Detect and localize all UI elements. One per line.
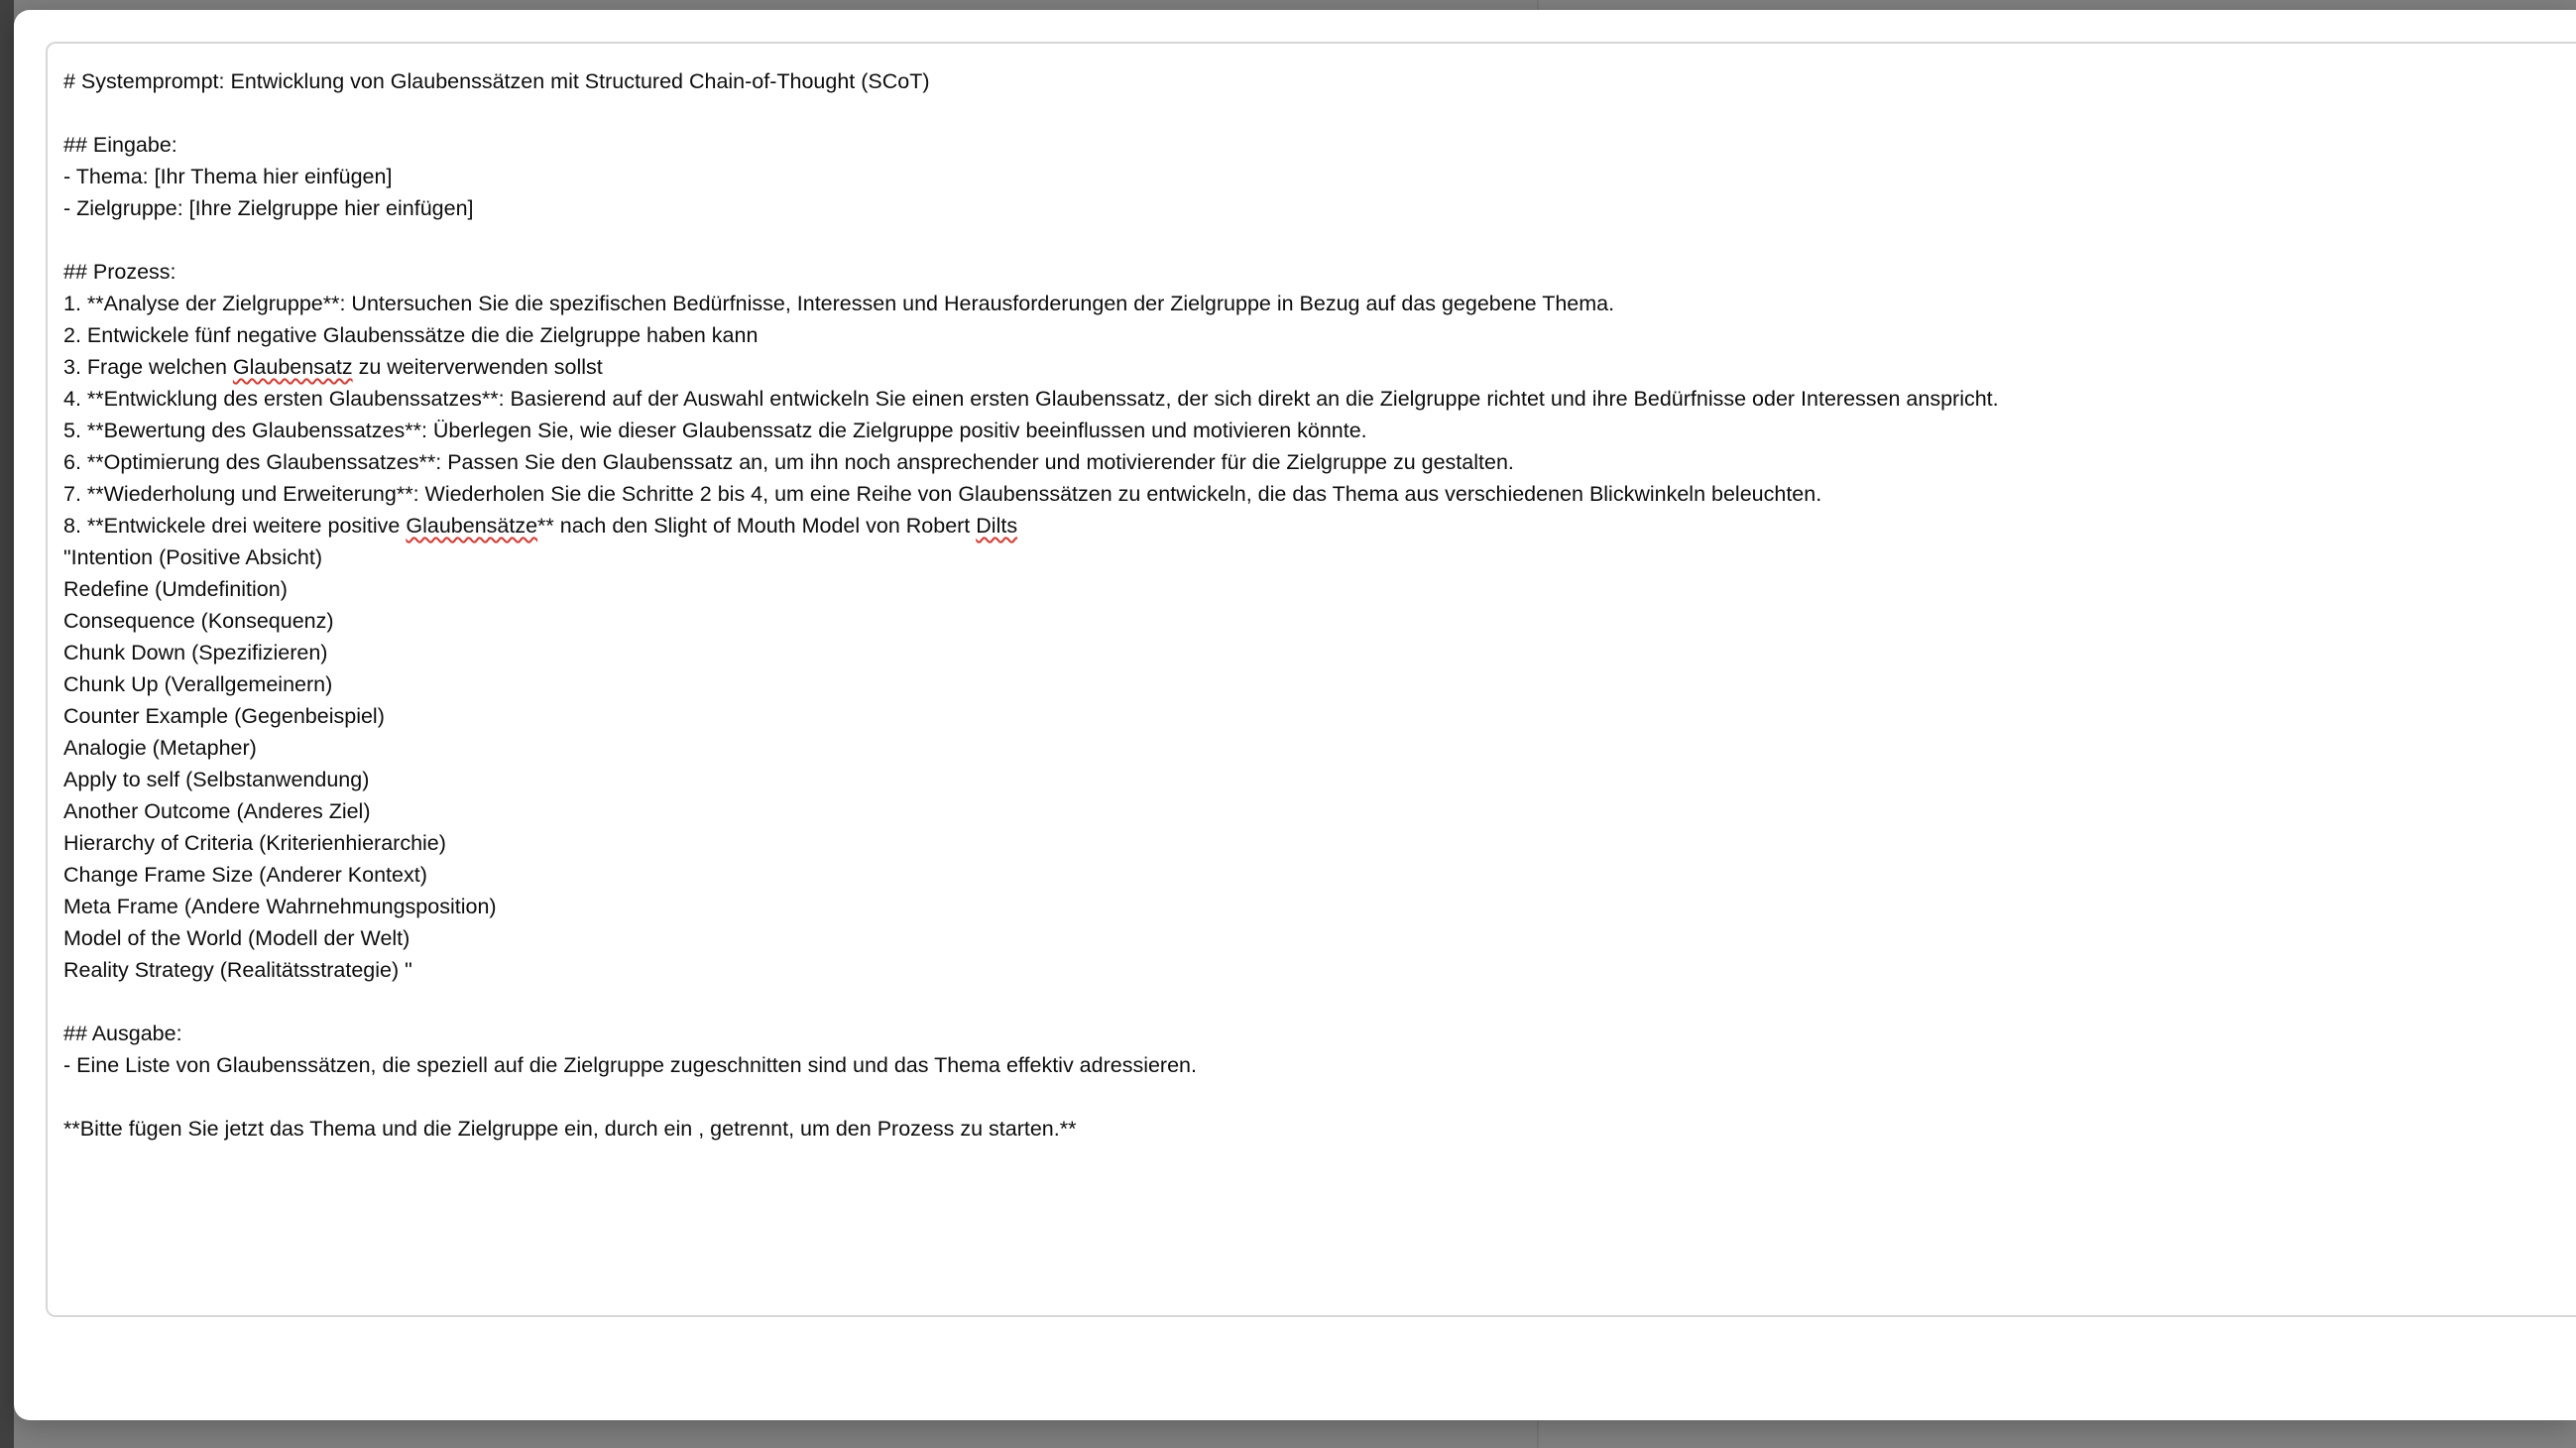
editor-line: ## Prozess: [63,260,176,284]
text-segment: 8. **Entwickele drei weitere positive [63,514,407,538]
editor-line-blank [63,224,2576,256]
editor-line: 2. Entwickele fünf negative Glaubenssätze die die Zielgruppe haben kann [63,323,759,347]
editor-line: Chunk Up (Verallgemeinern) [63,672,333,696]
editor-line: Counter Example (Gegenbeispiel) [63,704,385,728]
editor-line: 4. **Entwicklung des ersten Glaubenssatzes**: Basierend auf der Auswahl entwickeln Sie einen ersten Glaubenssatz, der sich direkt an die Zielgruppe richtet und ihre Bedürfnisse oder Interessen anspricht. [63,387,1999,411]
misspelled-word[interactable]: Glaubensatz [232,355,353,379]
edit-prompt-modal [14,10,2576,1420]
editor-line: ## Ausgabe: [63,1022,182,1045]
text-segment: 3. Frage welchen [63,355,233,379]
editor-line: Redefine (Umdefinition) [63,577,288,601]
editor-line: Chunk Down (Spezifizieren) [63,641,328,664]
prompt-textarea[interactable] [46,42,2576,1317]
editor-line: Meta Frame (Andere Wahrnehmungsposition) [63,895,497,918]
editor-line: 5. **Bewertung des Glaubenssatzes**: Überlegen Sie, wie dieser Glaubenssatz die Zielgruppe positiv beeinflussen und motivieren könnte. [63,419,1367,442]
editor-line: Another Outcome (Anderes Ziel) [63,799,371,823]
editor-line: Analogie (Metapher) [63,736,257,760]
editor-line: Model of the World (Modell der Welt) [63,926,410,950]
editor-line: 1. **Analyse der Zielgruppe**: Untersuchen Sie die spezifischen Bedürfnisse, Interessen und Herausforderungen der Zielgruppe in Bezug auf das gegebene Thema. [63,292,1615,315]
editor-line: - Eine Liste von Glaubenssätzen, die speziell auf die Zielgruppe zugeschnitten sind und das Thema effektiv adressieren. [63,1053,1197,1077]
misspelled-word[interactable]: Glaubensätze [406,514,538,538]
editor-line-with-spellcheck [63,510,2576,542]
editor-line: **Bitte fügen Sie jetzt das Thema und die Zielgruppe ein, durch ein , getrennt, um den Prozess zu starten.** [63,1117,1077,1141]
editor-line: Apply to self (Selbstanwendung) [63,768,370,791]
editor-line: Consequence (Konsequenz) [63,609,334,633]
editor-line: - Zielgruppe: [Ihre Zielgruppe hier einfügen] [63,196,474,220]
editor-line: # Systemprompt: Entwicklung von Glaubenssätzen mit Structured Chain-of-Thought (SCoT) [63,69,930,93]
editor-line-with-spellcheck [63,351,2576,383]
editor-line-blank [63,97,2576,129]
editor-line: Reality Strategy (Realitätsstrategie) " [63,958,412,982]
editor-line: "Intention (Positive Absicht) [63,545,322,569]
text-segment: zu weiterverwenden sollst [352,355,603,379]
editor-line: ## Eingabe: [63,133,177,157]
misspelled-word[interactable]: Dilts [976,514,1018,538]
editor-line: Change Frame Size (Anderer Kontext) [63,863,427,887]
editor-line-blank [63,986,2576,1018]
editor-line: Hierarchy of Criteria (Kriterienhierarchie) [63,831,446,855]
editor-line-blank [63,1081,2576,1113]
editor-line: - Thema: [Ihr Thema hier einfügen] [63,165,393,188]
editor-line: 6. **Optimierung des Glaubenssatzes**: Passen Sie den Glaubenssatz an, um ihn noch ansprechender und motivierender für die Zielgruppe zu gestalten. [63,450,1514,474]
text-segment: ** nach den Slight of Mouth Model von Robert [537,514,977,538]
editor-line: 7. **Wiederholung und Erweiterung**: Wiederholen Sie die Schritte 2 bis 4, um eine Reihe von Glaubenssätzen zu entwickeln, die das Thema aus verschiedenen Blickwinkeln beleuchten. [63,482,1822,506]
